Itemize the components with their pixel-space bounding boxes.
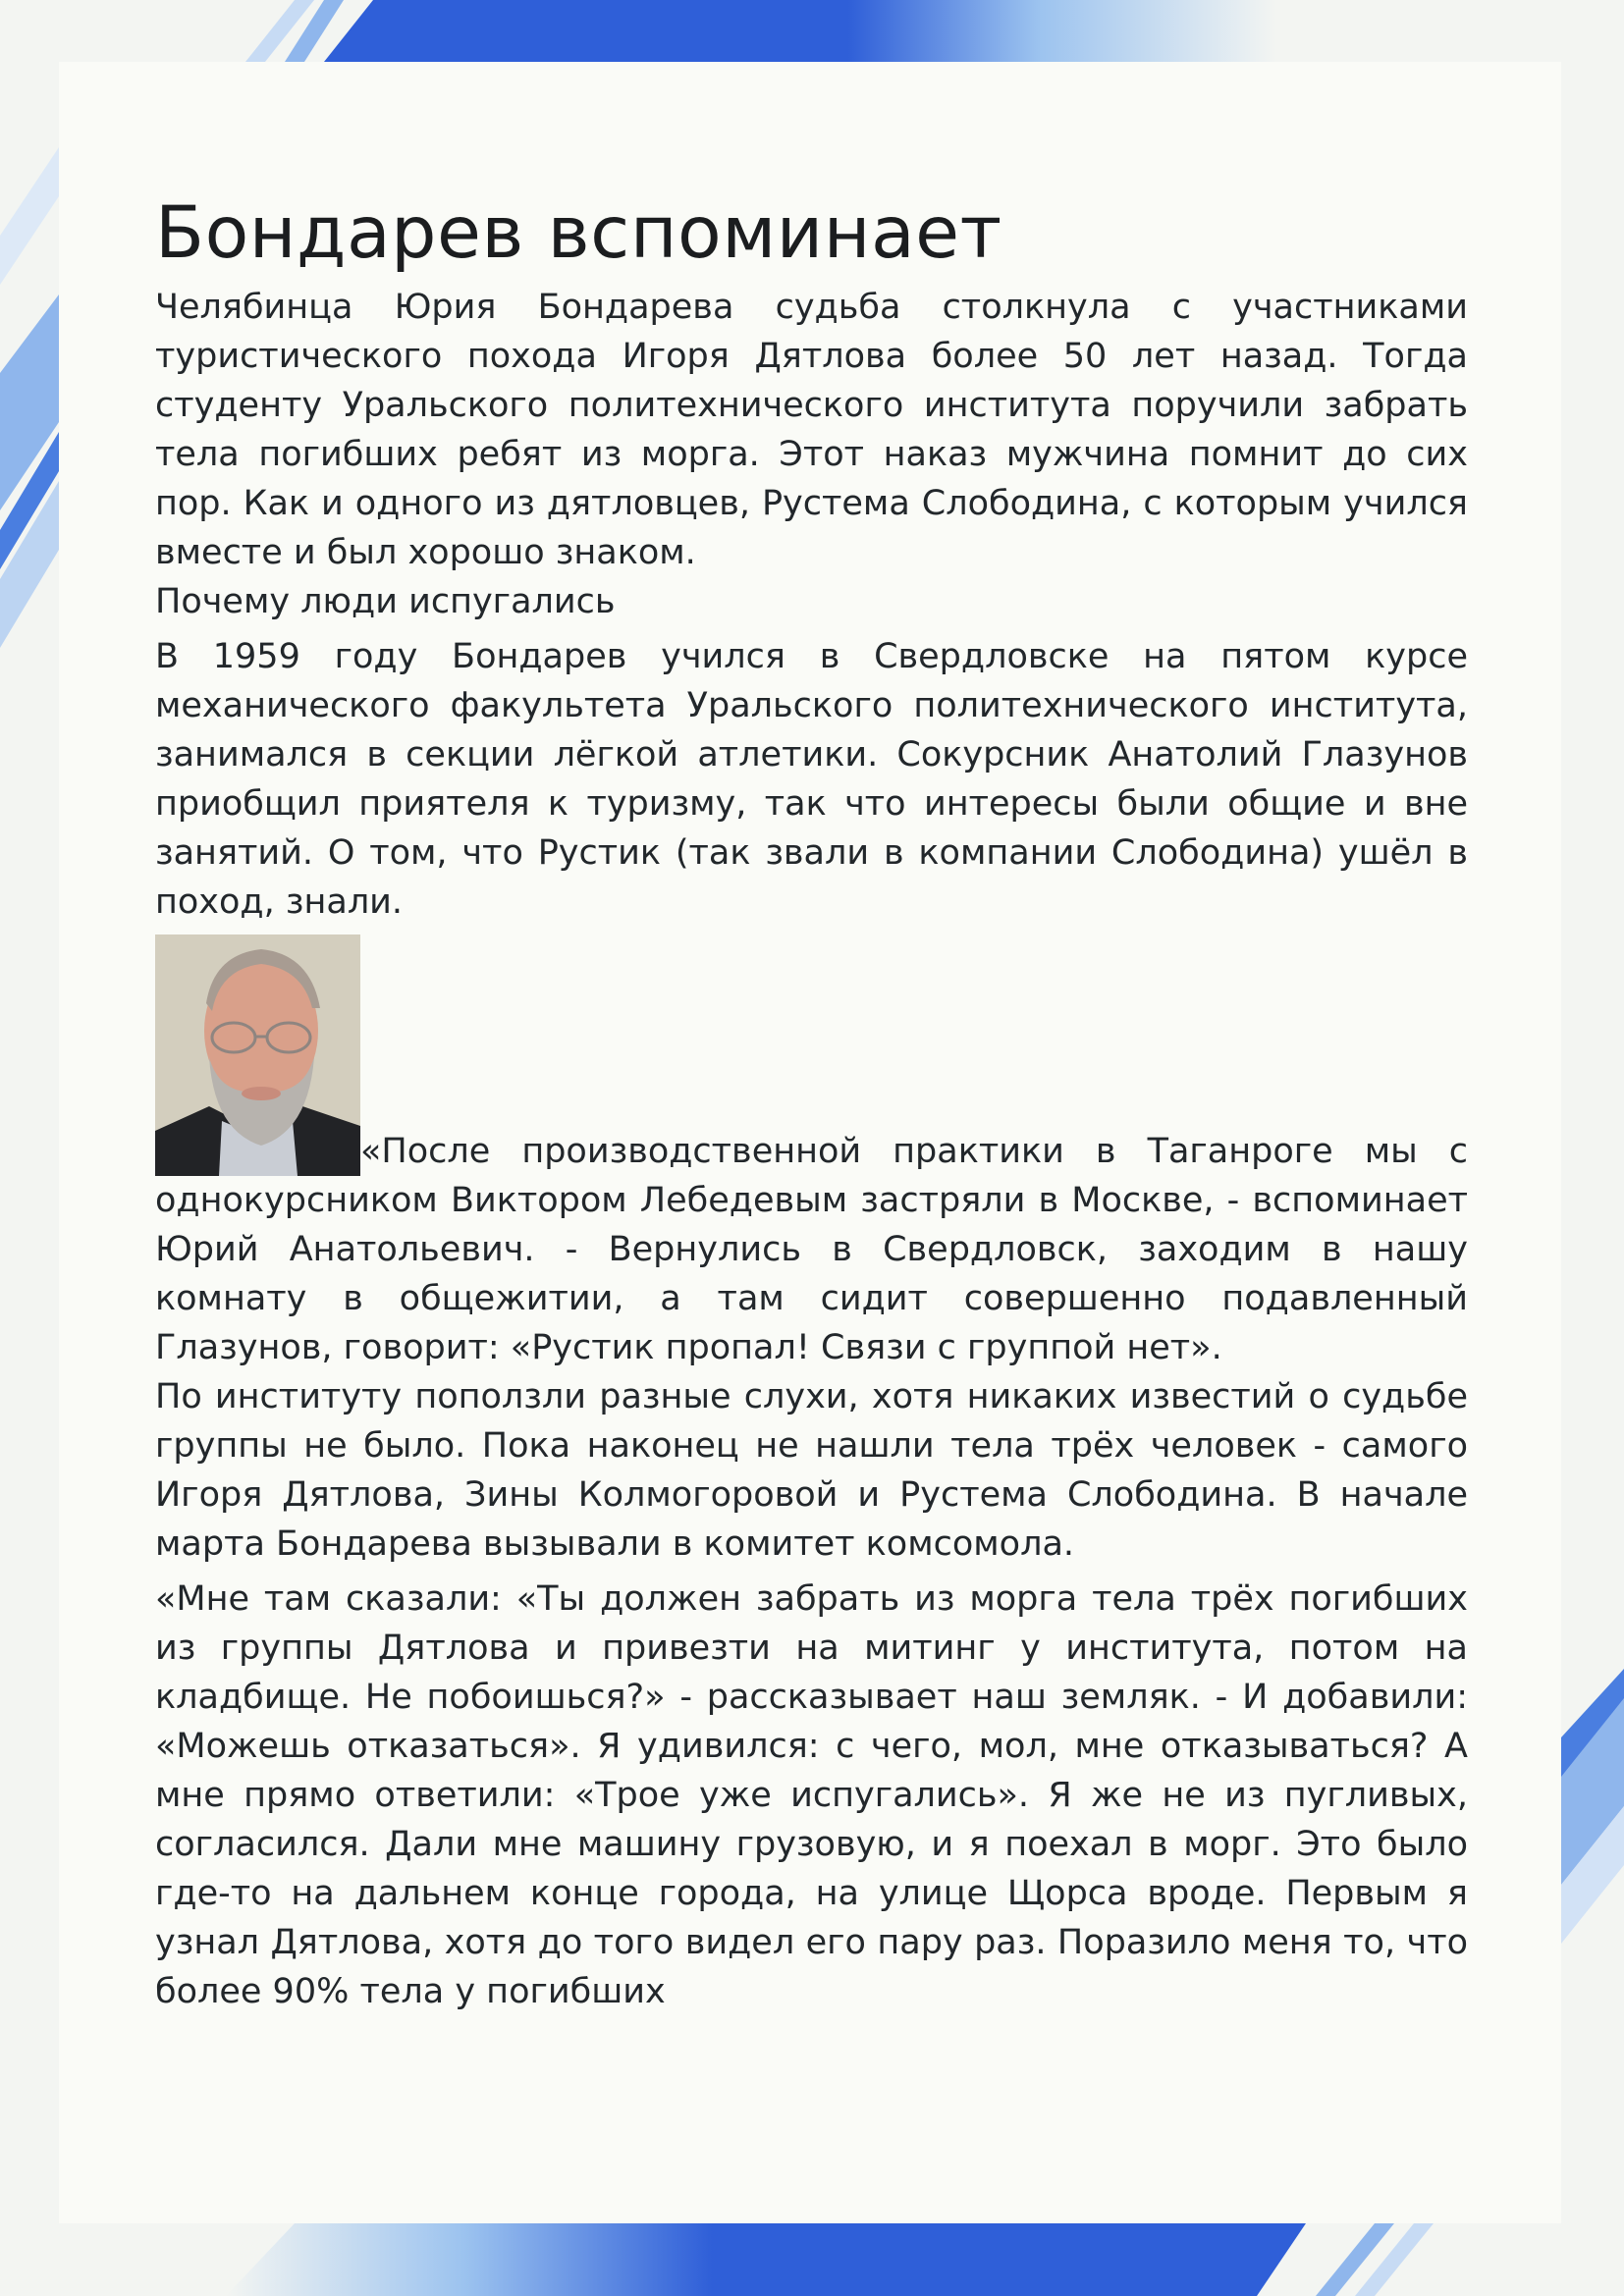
morgue-paragraph: «Мне там сказали: «Ты должен забрать из морга тела трёх погибших из группы Дятлова и привезти на митинг у института, потом на кладбище. Не побоишься?» - рассказывает наш земляк. - И добавили: «Можешь отказаться». Я удивился: с чего, мол, мне отказываться? А мне прямо ответили: «Трое уже испугались». Я же не из пугливых, согласился. Дали мне машину грузовую, и я поехал в морг. Это было где-то на дальнем конце города, на улице Щорса вроде. Первым я узнал Дятлова, хотя до того видел его пару раз. Поразило меня то, что более 90% тела у погибших xyxy=(155,1579,1468,2011)
quote-paragraph xyxy=(155,927,1468,1372)
quote-text: «После производственной практики в Таганроге мы с однокурсником Виктором Лебедевым застряли в Москве, - вспоминает Юрий Анатольевич. - Вернулись в Свердловск, заходим в нашу комнату в общежитии, а там сидит совершенно подавленный Глазунов, говорит: «Рустик пропал! Связи с группой нет». xyxy=(155,1132,1468,1367)
left-stripe xyxy=(0,147,59,285)
intro-paragraph: Челябинца Юрия Бондарева судьба столкнула с участниками туристического похода Игоря Дятлова более 50 лет назад. Тогда студенту Уральского политехнического института поручили забрать тела погибших ребят из морга. Этот наказ мужчина помнит до сих пор. Как и одного из дятловцев, Рустема Слободина, с которым учился вместе и был хорошо знаком. xyxy=(155,288,1468,572)
bottom-swoosh xyxy=(226,2223,1306,2296)
article xyxy=(155,187,1468,2016)
rumors-paragraph: По институту поползли разные слухи, хотя никаких известий о судьбе группы не было. Пока наконец не нашли тела трёх человек - самого Игоря Дятлова, Зины Колмогоровой и Рустема Слободина. В начале марта Бондарева вызывали в комитет комсомола. xyxy=(155,1377,1468,1564)
portrait-photo xyxy=(155,934,360,1176)
section-subheading: Почему люди испугались xyxy=(155,582,616,621)
article-title: Бондарев вспоминает xyxy=(155,191,1002,275)
top-swoosh xyxy=(324,0,1276,62)
section-paragraph: В 1959 году Бондарев учился в Свердловске на пятом курсе механического факультета Уральского политехнического института, занимался в секции лёгкой атлетики. Сокурсник Анатолий Глазунов приобщил приятеля к туризму, так что интересы были общие и вне занятий. О том, что Рустик (так звали в компании Слободина) ушёл в поход, знали. xyxy=(155,637,1468,922)
